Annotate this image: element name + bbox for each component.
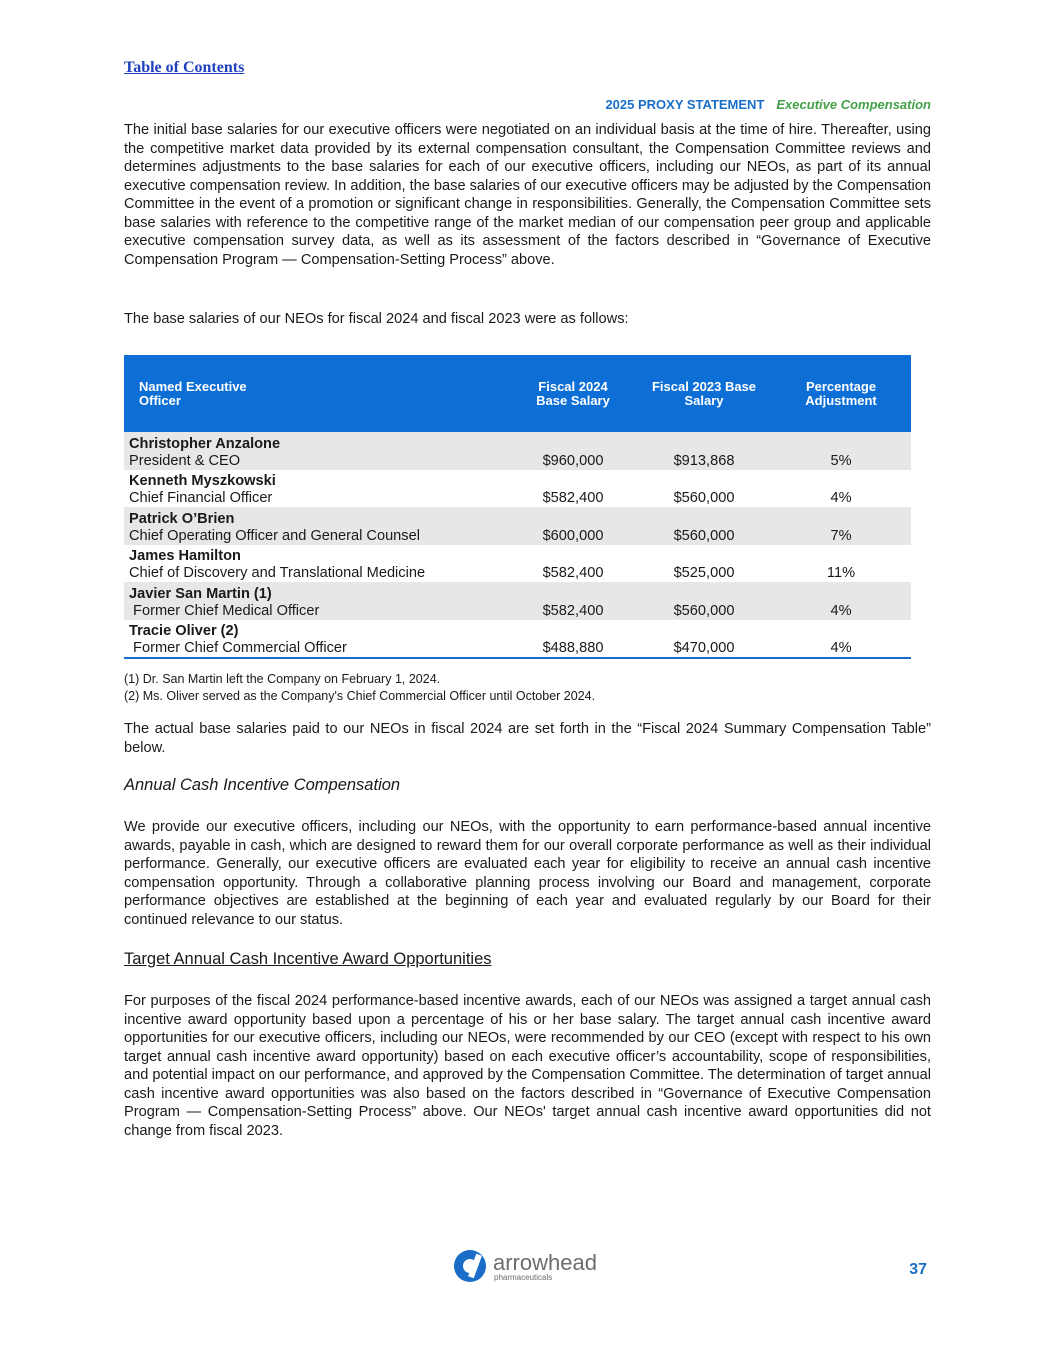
fy23-salary: $560,000 xyxy=(673,490,735,506)
fy24-salary: $582,400 xyxy=(542,565,604,581)
officer-cell: Patrick O’Brien Chief Operating Officer and General Counsel xyxy=(124,507,509,545)
paragraph-table-intro: The base salaries of our NEOs for fiscal 2024 and fiscal 2023 were as follows: xyxy=(124,311,629,327)
officer-cell: Tracie Oliver (2) Former Chief Commercial Officer xyxy=(124,620,509,659)
fy23-salary: $470,000 xyxy=(637,620,771,659)
table-row xyxy=(124,470,911,508)
footnote-2: (2) Ms. Oliver served as the Company's Chief Commercial Officer until October 2024. xyxy=(124,689,596,703)
base-salary-table xyxy=(124,355,911,659)
header-named-executive: Named Executive Officer xyxy=(124,355,509,432)
paragraph-target-awards: For purposes of the fiscal 2024 performance-based incentive awards, each of our NEOs was assigned a target annual cash incentive award opportunity based upon a percentage of his or her base salary. The target annual cash incentive award opportunities for our executive officers, including our NEOs, were recommended by our CEO (except with respect to his own target annual cash incentive award opportunity) based on each executive officer’s accountability, scope of responsibilities, and potential impact on our performance, and approved by the Compensation Committee. The determination of target annual cash incentive award opportunities was also based on the factors described in “Governance of Executive Compensation Program — Compensation-Setting Process” above. Our NEOs' target annual cash incentive award opportunities did not change from fiscal 2023. xyxy=(124,993,931,1139)
fy23-salary: $560,000 xyxy=(637,507,771,545)
paragraph-annual-cash: We provide our executive officers, including our NEOs, with the opportunity to earn performance-based annual incentive awards, payable in cash, which are designed to reward them for our overall corporate performance as well as their individual performance. Generally, our executive officers are evaluated each year for eligibility to receive an annual cash incentive compensation opportunity. Through a collaborative planning process involving our Board and management, corporate performance objectives are established at the beginning of each year and evaluated regularly by our Board for their continued relevance to our status. xyxy=(124,819,931,928)
table-row xyxy=(124,582,911,620)
logo-subtitle: pharmaceuticals xyxy=(494,1273,553,1282)
paragraph-base-salary-intro: The initial base salaries for our executive officers were negotiated on an individual basis at the time of hire. Thereafter, using the competitive market data provided by its external compensation consultant, the Compensation Committee reviews and determines adjustments to the base salaries for each of our executive officers, including our NEOs, as part of its annual executive compensation review. In addition, the base salaries of our executive officers may be adjusted by the Compensation Committee in the event of a promotion or significant change in responsibilities. Generally, the Compensation Committee sets base salaries with reference to the competitive range of the market median of our compensation peer group and applicable executive compensation survey data, as well as its assessment of the factors described in “Governance of Executive Compensation Program — Compensation-Setting Process” above. xyxy=(124,122,931,268)
percentage-adjustment: 11% xyxy=(826,565,856,581)
section-heading-annual-cash: Annual Cash Incentive Compensation xyxy=(124,776,401,794)
officer-cell: Kenneth Myszkowski Chief Financial Officer xyxy=(129,473,276,506)
percentage-adjustment: 7% xyxy=(771,507,911,545)
fy23-salary: $525,000 xyxy=(673,565,735,581)
table-header-row xyxy=(124,355,911,432)
running-header xyxy=(605,97,931,112)
fy24-salary: $960,000 xyxy=(509,432,637,470)
logo-wordmark: arrowhead xyxy=(493,1250,597,1275)
fy23-salary: $913,868 xyxy=(637,432,771,470)
fy24-salary: $582,400 xyxy=(542,490,604,506)
officer-cell: Javier San Martin (1) Former Chief Medical Officer xyxy=(124,582,509,620)
header-fiscal-2023: Fiscal 2023 Base Salary xyxy=(637,355,771,432)
page-number: 37 xyxy=(909,1261,927,1278)
header-percentage-adjustment: Percentage Adjustment xyxy=(771,355,911,432)
table-row xyxy=(124,545,911,583)
percentage-adjustment: 4% xyxy=(771,582,911,620)
table-row xyxy=(124,507,911,545)
percentage-adjustment: 4% xyxy=(771,620,911,659)
paragraph-actual-salaries: The actual base salaries paid to our NEOs in fiscal 2024 are set forth in the “Fiscal 2024 Summary Compensation Table” below. xyxy=(124,721,931,756)
table-row xyxy=(124,620,911,659)
table-row xyxy=(124,432,911,470)
officer-cell: Christopher Anzalone President & CEO xyxy=(124,432,509,470)
footnote-1: (1) Dr. San Martin left the Company on February 1, 2024. xyxy=(124,672,441,686)
fy23-salary: $560,000 xyxy=(637,582,771,620)
arrowhead-logo xyxy=(453,1249,603,1283)
header-fiscal-2024: Fiscal 2024 Base Salary xyxy=(509,355,637,432)
section-heading-target-awards: Target Annual Cash Incentive Award Opportunities xyxy=(124,950,492,968)
fy24-salary: $582,400 xyxy=(509,582,637,620)
running-header-section: Executive Compensation xyxy=(776,97,931,112)
officer-cell: James Hamilton Chief of Discovery and Translational Medicine xyxy=(129,548,426,581)
fy24-salary: $488,880 xyxy=(509,620,637,659)
table-of-contents-link[interactable]: Table of Contents xyxy=(124,59,245,76)
percentage-adjustment: 5% xyxy=(771,432,911,470)
running-header-proxy: 2025 PROXY STATEMENT xyxy=(605,97,765,112)
fy24-salary: $600,000 xyxy=(509,507,637,545)
percentage-adjustment: 4% xyxy=(830,490,852,506)
